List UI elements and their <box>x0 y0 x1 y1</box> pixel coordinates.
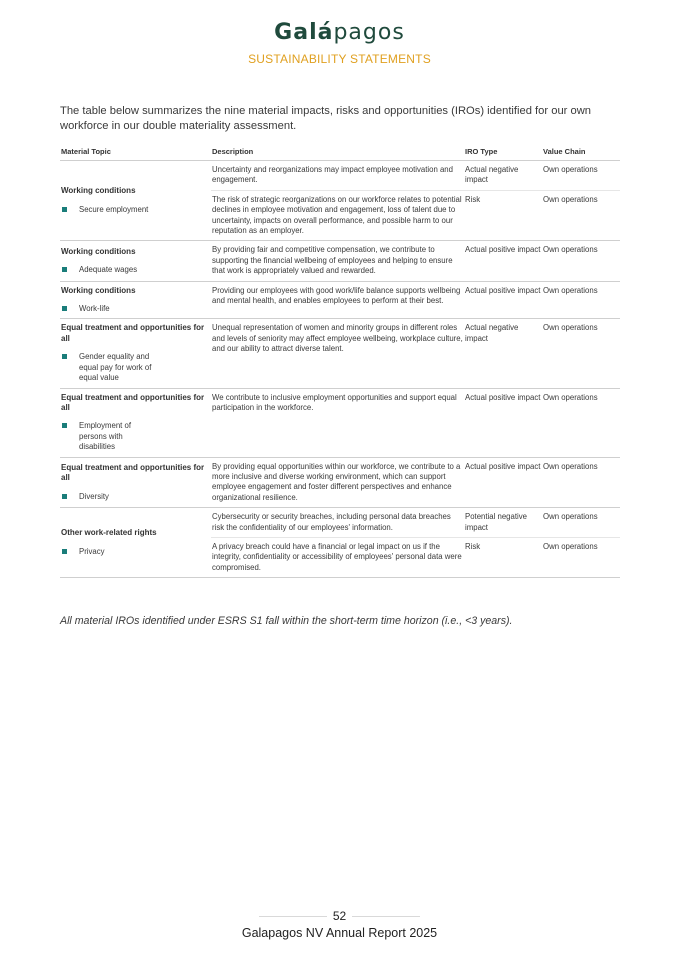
value-chain-cell: Own operations <box>542 241 620 281</box>
square-bullet-icon <box>62 549 67 554</box>
description-cell: The risk of strategic reorganizations on our workforce relates to potential declines in employee motivation and engagement, loss of talent due to uncertainty, impacts on overall performance, and possible harm to our reputation as an employer. <box>211 190 464 241</box>
subtopic-label: Adequate wages <box>79 265 138 275</box>
description-cell: By providing fair and competitive compensation, we contribute to supporting the financial wellbeing of employees and helping to ensure that work is appropriately valued and rewarded. <box>211 241 464 281</box>
header-iro-type: IRO Type <box>464 147 542 161</box>
page-header <box>0 20 679 66</box>
subtopic-label: Gender equality and equal pay for work of equal value <box>79 352 152 383</box>
subtopic <box>61 492 211 502</box>
table-row <box>60 457 620 508</box>
subtopic-label: Employment of persons with disabilities <box>79 421 132 452</box>
iro-table <box>60 147 620 578</box>
page-footer <box>0 908 679 940</box>
square-bullet-icon <box>62 267 67 272</box>
iro-type-cell: Actual positive impact <box>464 457 542 508</box>
intro-paragraph: The table below summarizes the nine material impacts, risks and opportunities (IROs) identified for our own workforce in our double materiality assessment. <box>60 105 592 132</box>
iro-type-cell: Risk <box>464 190 542 241</box>
subtopic-label: Work-life <box>79 304 110 314</box>
subtopic <box>61 304 211 314</box>
description-cell: Unequal representation of women and minority groups in different roles and levels of seniority may affect employee wellbeing, workplace culture, and our ability to attract diverse talent. <box>211 319 464 388</box>
header-description: Description <box>211 147 464 161</box>
galapagos-logo <box>0 20 679 46</box>
iro-type-cell: Actual positive impact <box>464 241 542 281</box>
header-value-chain: Value Chain <box>542 147 620 161</box>
report-name: Galapagos NV Annual Report 2025 <box>241 926 438 940</box>
topic-title: Working conditions <box>61 285 136 295</box>
table-row <box>60 508 620 538</box>
iro-type-cell: Risk <box>464 537 542 577</box>
table-row <box>60 241 620 281</box>
table-header-row <box>60 147 620 161</box>
subtopic-label: Privacy <box>79 546 105 556</box>
topic-cell <box>60 161 211 241</box>
square-bullet-icon <box>62 494 67 499</box>
topic-title: Equal treatment and opportunities for all <box>61 323 205 343</box>
subtopic <box>61 205 211 215</box>
iro-type-cell: Actual negative impact <box>464 161 542 191</box>
value-chain-cell: Own operations <box>542 319 620 388</box>
value-chain-cell: Own operations <box>542 190 620 241</box>
table-row <box>60 388 620 457</box>
value-chain-cell: Own operations <box>542 457 620 508</box>
description-cell: Uncertainty and reorganizations may impact employee motivation and engagement. <box>211 161 464 191</box>
description-cell: Providing our employees with good work/life balance supports wellbeing and mental health, and enables employees to perform at their best. <box>211 281 464 319</box>
topic-cell <box>60 388 211 457</box>
topic-cell <box>60 319 211 388</box>
table-row <box>60 161 620 191</box>
topic-cell <box>60 241 211 281</box>
topic-title: Other work-related rights <box>61 528 157 538</box>
topic-cell <box>60 281 211 319</box>
header-material-topic: Material Topic <box>60 147 211 161</box>
square-bullet-icon <box>62 423 67 428</box>
square-bullet-icon <box>62 354 67 359</box>
description-cell: We contribute to inclusive employment opportunities and support equal participation in the workforce. <box>211 388 464 457</box>
value-chain-cell: Own operations <box>542 508 620 538</box>
page-number: 52 <box>327 908 352 924</box>
value-chain-cell: Own operations <box>542 161 620 191</box>
subtopic <box>61 352 157 383</box>
iro-type-cell: Actual positive impact <box>464 388 542 457</box>
iro-type-cell: Actual negative impact <box>464 319 542 388</box>
topic-cell <box>60 508 211 578</box>
square-bullet-icon <box>62 306 67 311</box>
section-subtitle: SUSTAINABILITY STATEMENTS <box>248 52 431 66</box>
value-chain-cell: Own operations <box>542 537 620 577</box>
topic-title: Working conditions <box>61 246 136 256</box>
topic-cell <box>60 457 211 508</box>
topic-title: Equal treatment and opportunities for all <box>61 392 205 412</box>
topic-title: Equal treatment and opportunities for all <box>61 462 205 483</box>
value-chain-cell: Own operations <box>542 281 620 319</box>
subtopic-label: Secure employment <box>79 204 149 214</box>
description-cell: A privacy breach could have a financial or legal impact on us if the integrity, confidentiality or accessibility of employees' personal data were compromised. <box>211 537 464 577</box>
table-row <box>60 281 620 319</box>
table-row <box>60 319 620 388</box>
logo-rest-part: pagos <box>333 20 405 45</box>
subtopic <box>61 421 143 452</box>
description-cell: Cybersecurity or security breaches, including personal data breaches risk the confidentiality of our employees' information. <box>211 508 464 538</box>
logo-bold-part: Galá <box>274 20 334 45</box>
subtopic <box>61 547 211 557</box>
iro-type-cell: Potential negative impact <box>464 508 542 538</box>
description-cell: By providing equal opportunities within our workforce, we contribute to a more inclusive and diverse working environment, which can support employee engagement and foster different perspectives and enhance organizational resilience. <box>211 457 464 508</box>
iro-type-cell: Actual positive impact <box>464 281 542 319</box>
square-bullet-icon <box>62 207 67 212</box>
subtopic <box>61 265 211 275</box>
topic-title: Working conditions <box>61 186 136 196</box>
value-chain-cell: Own operations <box>542 388 620 457</box>
footnote: All material IROs identified under ESRS S1 fall within the short-term time horizon (i.e., <3 years). <box>60 615 513 627</box>
subtopic-label: Diversity <box>79 491 109 501</box>
